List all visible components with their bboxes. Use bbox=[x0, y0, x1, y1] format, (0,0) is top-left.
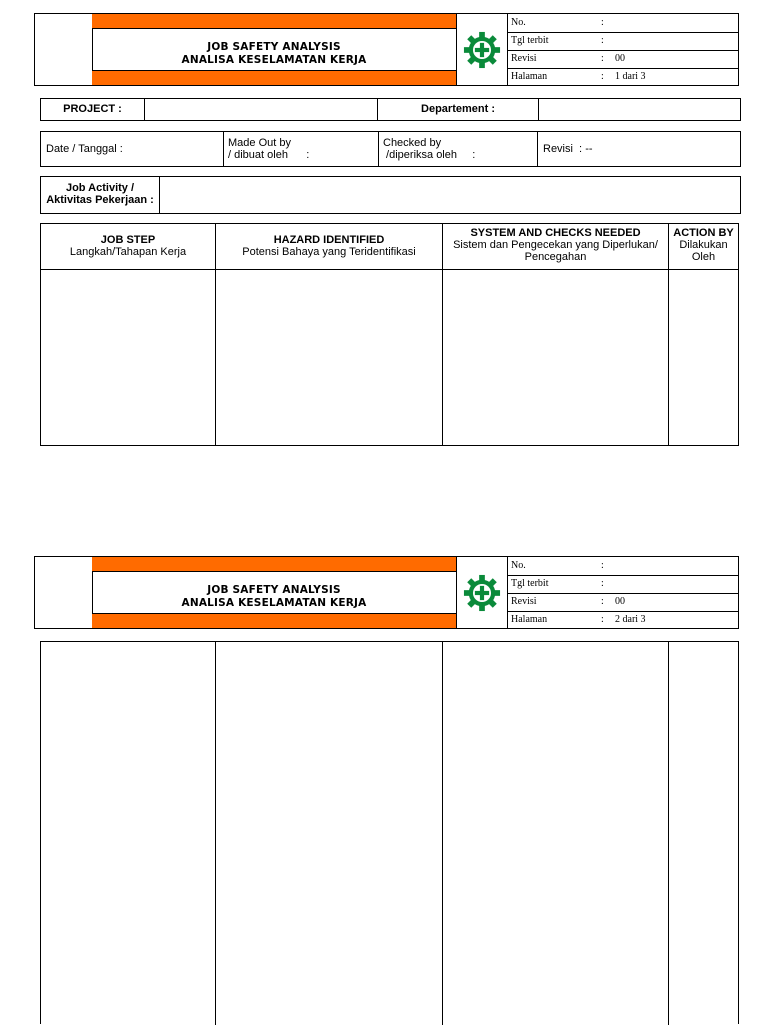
title-line-2: ANALISA KESELAMATAN KERJA bbox=[181, 54, 367, 66]
action-by-sub: Dilakukan Oleh bbox=[679, 239, 728, 263]
title-line-2: ANALISA KESELAMATAN KERJA bbox=[181, 597, 367, 609]
page2-header bbox=[34, 556, 739, 629]
job-activity-label bbox=[41, 177, 160, 213]
checked-by bbox=[379, 132, 538, 166]
document-meta bbox=[507, 14, 738, 85]
made-out-line-2: / dibuat oleh : bbox=[228, 149, 310, 161]
revisi-label: Revisi : bbox=[543, 143, 583, 155]
column-header-action-by bbox=[669, 224, 738, 270]
job-activity-row bbox=[40, 176, 741, 214]
date-label: Date / Tanggal : bbox=[41, 132, 224, 166]
title-cell bbox=[92, 14, 457, 85]
hazard-title: HAZARD IDENTIFIED bbox=[273, 234, 385, 246]
document-meta bbox=[507, 557, 738, 628]
made-out-by bbox=[224, 132, 379, 166]
meta-tgl-terbit: Tgl terbit : bbox=[507, 32, 738, 51]
department-field[interactable] bbox=[539, 99, 740, 120]
made-out-line-1: Made Out by bbox=[228, 137, 291, 149]
title-cell bbox=[92, 557, 457, 628]
safety-logo-cell bbox=[456, 557, 508, 628]
column-header-job-step bbox=[41, 224, 215, 270]
job-step-sub: Langkah/Tahapan Kerja bbox=[69, 246, 187, 258]
jsa-table-page1 bbox=[40, 223, 739, 446]
orange-bar-top bbox=[92, 14, 456, 29]
safety-logo-cell bbox=[456, 14, 508, 85]
meta-halaman: Halaman : 1 dari 3 bbox=[511, 71, 646, 82]
hazard-sub: Potensi Bahaya yang Teridentifikasi bbox=[242, 246, 416, 258]
column-header-hazard bbox=[216, 224, 442, 270]
company-logo-cell bbox=[35, 557, 93, 628]
k3-safety-cross-gear-icon bbox=[463, 574, 501, 612]
date-row bbox=[40, 131, 741, 167]
document-title bbox=[92, 41, 456, 67]
meta-no: No. : bbox=[507, 557, 738, 576]
job-activity-line-2: Aktivitas Pekerjaan : bbox=[46, 194, 154, 206]
orange-bar-bottom bbox=[92, 70, 456, 85]
action-by-title: ACTION BY bbox=[673, 227, 734, 239]
meta-revisi: Revisi : 00 bbox=[507, 50, 738, 69]
meta-tgl-terbit: Tgl terbit : bbox=[507, 575, 738, 594]
orange-bar-bottom bbox=[92, 613, 456, 628]
system-checks-sub: Sistem dan Pengecekan yang Diperlukan/ Pencegahan bbox=[453, 239, 658, 263]
revisi-value: -- bbox=[585, 143, 593, 155]
document-title bbox=[92, 584, 456, 610]
column-header-system-checks bbox=[443, 224, 668, 270]
meta-no: No. : bbox=[507, 14, 738, 33]
title-line-1: JOB SAFETY ANALYSIS bbox=[207, 41, 341, 53]
col-divider-3 bbox=[668, 642, 669, 1025]
page1-header bbox=[34, 13, 739, 86]
orange-bar-top bbox=[92, 557, 456, 572]
project-row bbox=[40, 98, 741, 121]
jsa-table-page2 bbox=[40, 641, 739, 1024]
col-divider-2 bbox=[442, 642, 443, 1025]
title-line-1: JOB SAFETY ANALYSIS bbox=[207, 584, 341, 596]
project-label: PROJECT : bbox=[41, 99, 145, 120]
meta-revisi: Revisi : 00 bbox=[507, 593, 738, 612]
system-checks-title: SYSTEM AND CHECKS NEEDED bbox=[470, 227, 641, 239]
checked-line-2: /diperiksa oleh : bbox=[383, 149, 476, 161]
checked-line-1: Checked by bbox=[383, 137, 442, 149]
meta-halaman: Halaman : 2 dari 3 bbox=[511, 614, 646, 625]
k3-safety-cross-gear-icon bbox=[463, 31, 501, 69]
project-field[interactable] bbox=[145, 99, 378, 120]
job-activity-field[interactable] bbox=[160, 177, 740, 213]
revisi-cell bbox=[538, 132, 740, 166]
job-step-title: JOB STEP bbox=[100, 234, 156, 246]
department-label: Departement : bbox=[378, 99, 539, 120]
company-logo-cell bbox=[35, 14, 93, 85]
job-activity-line-1: Job Activity / bbox=[65, 182, 135, 194]
col-divider-1 bbox=[215, 642, 216, 1025]
